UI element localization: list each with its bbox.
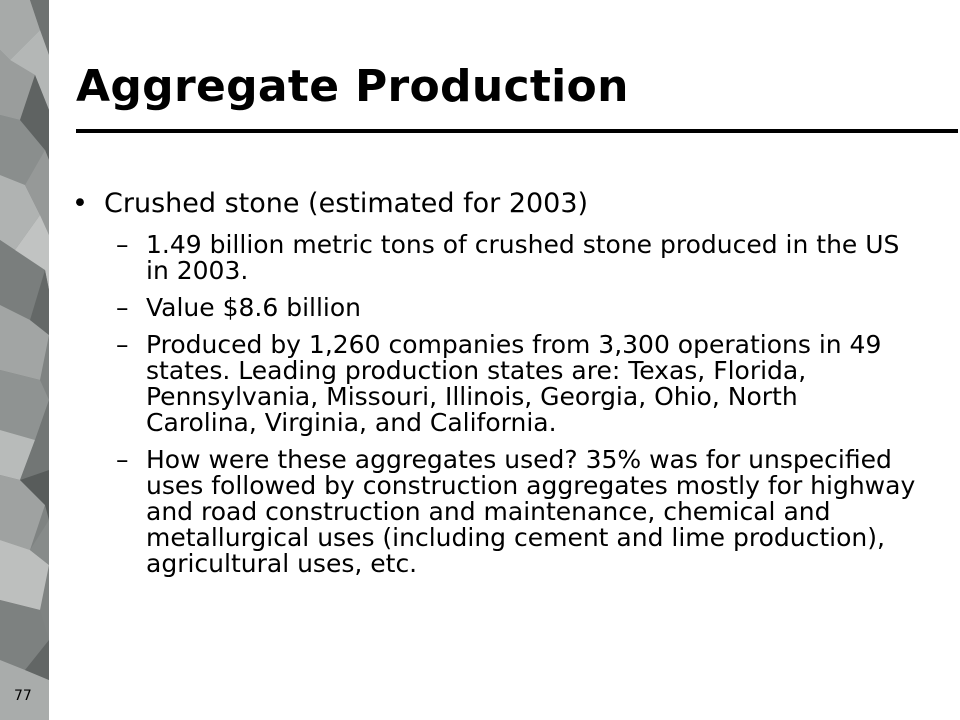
list-item — [116, 447, 916, 577]
list-item — [116, 232, 916, 284]
sub-bullet-text: Value $8.6 billion — [146, 293, 362, 322]
sub-bullet-text: How were these aggregates used? 35% was for unspecified uses followed by construction aggregates mostly for highway and road construction and maintenance, chemical and metallurgical uses (including cement and lime production), agricultural uses, etc. — [146, 445, 916, 578]
stone-texture-icon — [0, 0, 49, 720]
sub-bullet-text: 1.49 billion metric tons of crushed stone produced in the US in 2003. — [146, 230, 900, 285]
main-bullet — [72, 188, 588, 220]
list-item — [116, 332, 916, 436]
dash-marker: – — [116, 330, 129, 359]
main-bullet-text: Crushed stone (estimated for 2003) — [104, 188, 589, 219]
slide-title: Aggregate Production — [76, 61, 629, 112]
dash-marker: – — [116, 230, 129, 259]
sub-bullet-text: Produced by 1,260 companies from 3,300 operations in 49 states. Leading production states are: Texas, Florida, Pennsylvania, Missouri, Illinois, Georgia, Ohio, North Carolina, Virginia, and California. — [146, 330, 882, 437]
slide-number: 77 — [14, 688, 32, 704]
title-underline — [76, 129, 958, 133]
dash-marker: – — [116, 445, 129, 474]
crushed-stone-decoration — [0, 0, 49, 720]
bullet-marker: • — [72, 188, 88, 219]
sub-bullet-list — [116, 232, 916, 588]
list-item — [116, 295, 916, 321]
dash-marker: – — [116, 293, 129, 322]
